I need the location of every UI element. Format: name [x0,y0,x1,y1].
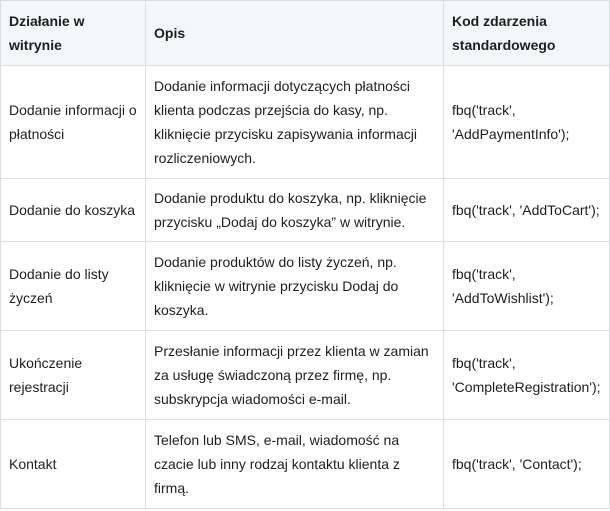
table-row [1,242,610,331]
event-code-cell: fbq('track', 'AddPaymentInfo'); [444,66,610,179]
table-row [1,66,610,179]
event-code-cell: fbq('track', 'AddToCart'); [444,179,610,242]
table-row [1,331,610,420]
event-code-cell: fbq('track', 'Contact'); [444,420,610,509]
event-code-cell: fbq('track', 'AddToWishlist'); [444,242,610,331]
header-row [1,1,610,66]
header-description: Opis [146,1,444,66]
table-row [1,420,610,509]
description-cell: Dodanie produktów do listy życzeń, np. kliknięcie w witrynie przycisku Dodaj do koszyka. [146,242,444,331]
action-cell: Dodanie informacji o płatności [1,66,146,179]
action-cell: Dodanie do listy życzeń [1,242,146,331]
description-cell: Dodanie informacji dotyczących płatności klienta podczas przejścia do kasy, np. kliknięcie przycisku zapisywania informacji rozliczeniowych. [146,66,444,179]
event-code-cell: fbq('track', 'CompleteRegistration'); [444,331,610,420]
action-cell: Kontakt [1,420,146,509]
table-body [1,66,610,509]
description-cell: Dodanie produktu do koszyka, np. kliknięcie przycisku „Dodaj do koszyka” w witrynie. [146,179,444,242]
description-cell: Przesłanie informacji przez klienta w zamian za usługę świadczoną przez firmę, np. subskrypcja wiadomości e-mail. [146,331,444,420]
header-event-code: Kod zdarzenia standardowego [444,1,610,66]
action-cell: Dodanie do koszyka [1,179,146,242]
action-cell: Ukończenie rejestracji [1,331,146,420]
description-cell: Telefon lub SMS, e-mail, wiadomość na czacie lub inny rodzaj kontaktu klienta z firmą. [146,420,444,509]
header-action: Działanie w witrynie [1,1,146,66]
table-header [1,1,610,66]
table-row [1,179,610,242]
